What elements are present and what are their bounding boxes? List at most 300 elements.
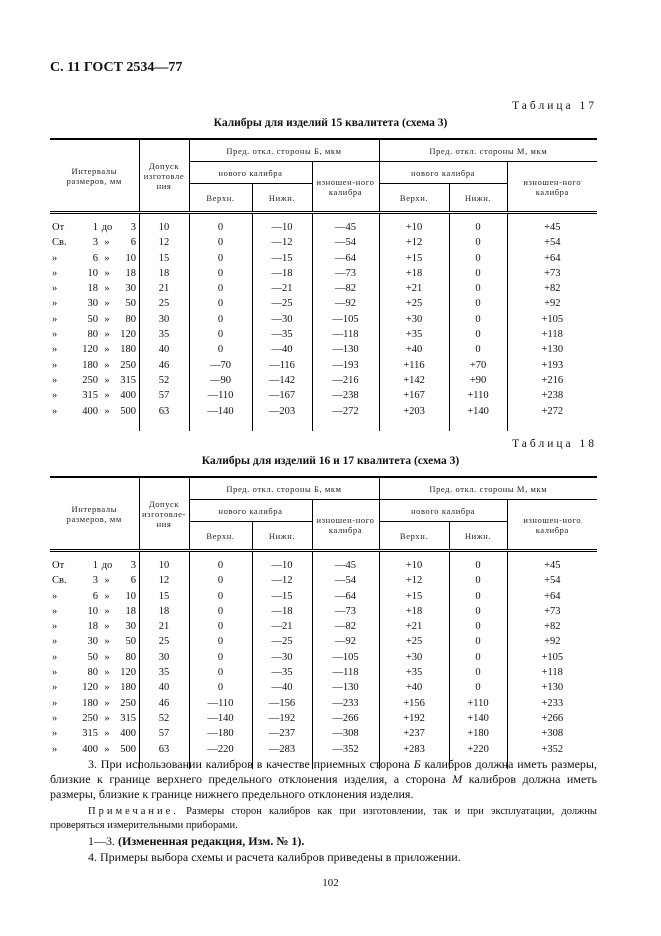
- cell-m-lower: +140: [449, 711, 507, 726]
- header-m-upper: Верхн.: [379, 522, 449, 551]
- cell-b-upper: —140: [189, 711, 252, 726]
- cell-b-upper: 0: [189, 281, 252, 296]
- header-m-worn: изношен-ного калибра: [507, 162, 597, 213]
- cell-interval: [50, 634, 139, 649]
- interval-part: 180: [82, 697, 98, 709]
- cell-b-lower: —142: [252, 373, 312, 388]
- cell-b-worn: —266: [312, 711, 379, 726]
- table-18-title: Калибры для изделий 16 и 17 квалитета (схема 3): [201, 455, 460, 467]
- cell-b-worn: —92: [312, 634, 379, 649]
- interval-part: 120: [82, 344, 98, 356]
- cell-m-upper: +25: [379, 634, 449, 649]
- cell-m-upper: +40: [379, 680, 449, 695]
- table-row: [50, 696, 597, 711]
- cell-interval: [50, 358, 139, 373]
- interval-part: »: [52, 636, 58, 648]
- cell-b-lower: —116: [252, 358, 312, 373]
- interval-part: »: [104, 252, 110, 264]
- spacer-cell: [252, 419, 312, 431]
- interval-part: 50: [87, 651, 98, 663]
- interval-part: Св.: [52, 237, 67, 249]
- cell-interval: [50, 742, 139, 757]
- table-bottom-spacer: [50, 419, 597, 431]
- interval-part: 18: [87, 283, 98, 295]
- cell-m-lower: 0: [449, 680, 507, 695]
- cell-m-upper: +30: [379, 312, 449, 327]
- interval-part: »: [52, 283, 58, 295]
- cell-b-lower: —192: [252, 711, 312, 726]
- cell-b-worn: —272: [312, 404, 379, 419]
- cell-b-upper: —140: [189, 404, 252, 419]
- cell-b-upper: 0: [189, 342, 252, 357]
- interval-part: »: [104, 237, 110, 249]
- cell-b-worn: —64: [312, 251, 379, 266]
- interval-part: »: [52, 621, 58, 633]
- interval-part: 400: [82, 405, 98, 417]
- cell-m-upper: +35: [379, 665, 449, 680]
- cell-m-lower: 0: [449, 296, 507, 311]
- amendment-line: [50, 834, 597, 849]
- interval-part: »: [104, 636, 110, 648]
- cell-b-lower: —283: [252, 742, 312, 757]
- cell-tolerance: 25: [139, 634, 189, 649]
- cell-b-upper: 0: [189, 551, 252, 574]
- interval-part: 80: [125, 313, 136, 325]
- header-m-new: нового калибра: [379, 162, 507, 184]
- interval-part: »: [52, 667, 58, 679]
- cell-b-lower: —203: [252, 404, 312, 419]
- cell-interval: [50, 281, 139, 296]
- cell-b-worn: —216: [312, 373, 379, 388]
- cell-m-upper: +167: [379, 388, 449, 403]
- cell-b-worn: —352: [312, 742, 379, 757]
- cell-m-upper: +30: [379, 650, 449, 665]
- cell-b-lower: —18: [252, 266, 312, 281]
- table-row: [50, 342, 597, 357]
- cell-m-upper: +203: [379, 404, 449, 419]
- interval-part: »: [52, 359, 58, 371]
- interval-part: »: [52, 590, 58, 602]
- cell-m-upper: +25: [379, 296, 449, 311]
- cell-tolerance: 57: [139, 388, 189, 403]
- table-row: [50, 665, 597, 680]
- cell-m-worn: +64: [507, 251, 597, 266]
- header-intervals: Интервалы размеров, мм: [50, 477, 139, 551]
- table-row: [50, 573, 597, 588]
- interval-part: »: [52, 712, 58, 724]
- cell-b-lower: —156: [252, 696, 312, 711]
- cell-b-worn: —130: [312, 680, 379, 695]
- cell-m-lower: 0: [449, 327, 507, 342]
- cell-m-worn: +308: [507, 726, 597, 741]
- cell-m-worn: +105: [507, 650, 597, 665]
- interval-part: »: [104, 344, 110, 356]
- cell-m-worn: +45: [507, 551, 597, 574]
- cell-b-lower: —10: [252, 551, 312, 574]
- cell-b-lower: —21: [252, 619, 312, 634]
- table-row: [50, 742, 597, 757]
- cell-b-worn: —45: [312, 213, 379, 236]
- cell-b-worn: —105: [312, 312, 379, 327]
- cell-b-upper: 0: [189, 619, 252, 634]
- cell-interval: [50, 404, 139, 419]
- cell-tolerance: 40: [139, 680, 189, 695]
- interval-part: 180: [120, 344, 136, 356]
- cell-b-lower: —21: [252, 281, 312, 296]
- side-m-letter: М: [452, 772, 463, 786]
- cell-b-lower: —25: [252, 634, 312, 649]
- cell-tolerance: 12: [139, 573, 189, 588]
- cell-b-upper: 0: [189, 604, 252, 619]
- interval-part: 10: [125, 252, 136, 264]
- cell-b-upper: —180: [189, 726, 252, 741]
- cell-m-lower: +220: [449, 742, 507, 757]
- cell-b-lower: —25: [252, 296, 312, 311]
- interval-part: »: [52, 728, 58, 740]
- interval-part: 10: [125, 590, 136, 602]
- interval-part: 400: [82, 743, 98, 755]
- cell-tolerance: 30: [139, 312, 189, 327]
- cell-m-upper: +10: [379, 551, 449, 574]
- p3-text-b: калибров должна иметь размеры, близкие к границе верхнего предельного отклонения изделия, а сторона: [50, 757, 597, 786]
- cell-interval: [50, 266, 139, 281]
- cell-m-upper: +12: [379, 573, 449, 588]
- cell-interval: [50, 312, 139, 327]
- interval-part: 315: [82, 390, 98, 402]
- cell-b-upper: 0: [189, 680, 252, 695]
- interval-part: »: [52, 374, 58, 386]
- cell-m-lower: 0: [449, 573, 507, 588]
- header-b-upper: Верхн.: [189, 184, 252, 213]
- amend-bold: (Измененная редакция, Изм. № 1).: [118, 834, 305, 848]
- table-row: [50, 373, 597, 388]
- interval-part: 6: [130, 237, 136, 249]
- table-row: [50, 213, 597, 236]
- table-18: [50, 476, 597, 769]
- table-row: [50, 312, 597, 327]
- header-b-worn: изношен-ного калибра: [312, 162, 379, 213]
- interval-part: »: [52, 267, 58, 279]
- interval-part: 30: [125, 621, 136, 633]
- cell-m-lower: 0: [449, 312, 507, 327]
- cell-b-worn: —118: [312, 327, 379, 342]
- cell-m-lower: 0: [449, 342, 507, 357]
- header-side-m: Пред. откл. стороны М, мкм: [379, 139, 597, 162]
- interval-part: »: [52, 344, 58, 356]
- interval-part: 18: [125, 267, 136, 279]
- cell-interval: [50, 589, 139, 604]
- cell-b-lower: —18: [252, 604, 312, 619]
- header-m-upper: Верхн.: [379, 184, 449, 213]
- interval-part: »: [104, 743, 110, 755]
- interval-part: 30: [87, 636, 98, 648]
- cell-m-lower: +110: [449, 388, 507, 403]
- interval-part: 18: [87, 621, 98, 633]
- cell-b-upper: —110: [189, 388, 252, 403]
- cell-m-lower: +70: [449, 358, 507, 373]
- table-row: [50, 680, 597, 695]
- cell-b-worn: —118: [312, 665, 379, 680]
- cell-b-upper: —110: [189, 696, 252, 711]
- cell-interval: [50, 726, 139, 741]
- cell-m-worn: +233: [507, 696, 597, 711]
- interval-part: »: [104, 682, 110, 694]
- cell-interval: [50, 650, 139, 665]
- amend-prefix: 1—3.: [88, 834, 118, 848]
- page-header: С. 11 ГОСТ 2534—77: [50, 60, 183, 75]
- table-row: [50, 634, 597, 649]
- spacer-cell: [312, 419, 379, 431]
- interval-part: Св.: [52, 575, 67, 587]
- table-17-label: Таблица 17: [512, 100, 597, 112]
- interval-part: »: [104, 298, 110, 310]
- interval-part: 50: [125, 636, 136, 648]
- cell-m-upper: +15: [379, 589, 449, 604]
- interval-part: »: [52, 390, 58, 402]
- cell-m-worn: +352: [507, 742, 597, 757]
- interval-part: 18: [125, 605, 136, 617]
- p3-text-c: калибров должна иметь размеры, близкие к границе нижнего предельного отклонения изделия.: [50, 772, 597, 801]
- cell-m-worn: +266: [507, 711, 597, 726]
- cell-interval: [50, 373, 139, 388]
- cell-interval: [50, 680, 139, 695]
- cell-m-upper: +40: [379, 342, 449, 357]
- cell-m-worn: +130: [507, 680, 597, 695]
- cell-b-worn: —105: [312, 650, 379, 665]
- cell-m-upper: +283: [379, 742, 449, 757]
- interval-part: 500: [120, 405, 136, 417]
- table-row: [50, 551, 597, 574]
- paragraph-4: 4. Примеры выбора схемы и расчета калибров приведены в приложении.: [88, 850, 461, 864]
- interval-part: »: [52, 298, 58, 310]
- cell-m-worn: +82: [507, 619, 597, 634]
- cell-b-worn: —54: [312, 235, 379, 250]
- spacer-cell: [50, 419, 139, 431]
- table-row: [50, 726, 597, 741]
- interval-part: 250: [120, 697, 136, 709]
- cell-interval: [50, 665, 139, 680]
- cell-m-worn: +45: [507, 213, 597, 236]
- table-row: [50, 404, 597, 419]
- header-m-lower: Нижн.: [449, 522, 507, 551]
- cell-m-upper: +18: [379, 604, 449, 619]
- cell-m-worn: +118: [507, 665, 597, 680]
- paragraph-3: [50, 757, 597, 802]
- table-17: [50, 138, 597, 431]
- cell-tolerance: 46: [139, 696, 189, 711]
- cell-m-upper: +10: [379, 213, 449, 236]
- interval-part: »: [104, 390, 110, 402]
- interval-part: 400: [120, 728, 136, 740]
- cell-interval: [50, 251, 139, 266]
- cell-b-worn: —73: [312, 266, 379, 281]
- header-b-lower: Нижн.: [252, 184, 312, 213]
- cell-m-upper: +192: [379, 711, 449, 726]
- cell-b-upper: 0: [189, 296, 252, 311]
- cell-m-upper: +116: [379, 358, 449, 373]
- interval-part: »: [52, 252, 58, 264]
- interval-part: »: [104, 359, 110, 371]
- table-row: [50, 604, 597, 619]
- cell-m-lower: 0: [449, 251, 507, 266]
- cell-b-upper: 0: [189, 589, 252, 604]
- interval-part: 80: [87, 667, 98, 679]
- cell-b-lower: —35: [252, 665, 312, 680]
- side-b-letter: Б: [413, 757, 421, 771]
- cell-b-worn: —92: [312, 296, 379, 311]
- header-side-b: Пред. откл. стороны Б, мкм: [189, 139, 379, 162]
- cell-b-lower: —15: [252, 589, 312, 604]
- interval-part: 180: [82, 359, 98, 371]
- note-label: Примечание.: [88, 806, 179, 817]
- spacer-cell: [189, 419, 252, 431]
- table-row: [50, 589, 597, 604]
- interval-part: 120: [120, 329, 136, 341]
- cell-interval: [50, 213, 139, 236]
- cell-m-upper: +12: [379, 235, 449, 250]
- cell-m-worn: +272: [507, 404, 597, 419]
- interval-part: 3: [130, 222, 136, 233]
- header-tolerance: Допуск изготовле ния: [139, 139, 189, 213]
- interval-part: 80: [87, 329, 98, 341]
- cell-b-upper: 0: [189, 665, 252, 680]
- interval-part: »: [104, 712, 110, 724]
- cell-tolerance: 35: [139, 327, 189, 342]
- interval-part: 250: [120, 359, 136, 371]
- interval-part: »: [104, 313, 110, 325]
- cell-b-worn: —233: [312, 696, 379, 711]
- interval-part: »: [104, 374, 110, 386]
- header-m-lower: Нижн.: [449, 184, 507, 213]
- cell-m-lower: 0: [449, 213, 507, 236]
- cell-b-lower: —40: [252, 342, 312, 357]
- cell-m-worn: +92: [507, 296, 597, 311]
- cell-m-upper: +156: [379, 696, 449, 711]
- table-row: [50, 358, 597, 373]
- cell-b-upper: 0: [189, 312, 252, 327]
- interval-part: »: [104, 590, 110, 602]
- cell-interval: [50, 388, 139, 403]
- interval-part: 500: [120, 743, 136, 755]
- interval-part: 6: [130, 575, 136, 587]
- interval-part: 315: [82, 728, 98, 740]
- interval-part: »: [104, 329, 110, 341]
- interval-part: 120: [120, 667, 136, 679]
- cell-tolerance: 12: [139, 235, 189, 250]
- header-b-upper: Верхн.: [189, 522, 252, 551]
- table-17-title: Калибры для изделий 15 квалитета (схема 3): [213, 117, 448, 129]
- cell-m-lower: 0: [449, 619, 507, 634]
- cell-m-lower: 0: [449, 604, 507, 619]
- header-b-worn: изношен-ного калибра: [312, 500, 379, 551]
- cell-m-worn: +193: [507, 358, 597, 373]
- interval-part: »: [52, 405, 58, 417]
- table-row: [50, 619, 597, 634]
- cell-m-upper: +15: [379, 251, 449, 266]
- cell-b-upper: 0: [189, 634, 252, 649]
- cell-m-lower: 0: [449, 551, 507, 574]
- page-number: 102: [322, 877, 339, 889]
- cell-m-lower: +90: [449, 373, 507, 388]
- cell-b-lower: —35: [252, 327, 312, 342]
- table-row: [50, 388, 597, 403]
- cell-interval: [50, 604, 139, 619]
- interval-part: »: [52, 651, 58, 663]
- cell-m-lower: 0: [449, 634, 507, 649]
- cell-m-worn: +92: [507, 634, 597, 649]
- interval-part: »: [52, 313, 58, 325]
- cell-b-upper: 0: [189, 213, 252, 236]
- cell-tolerance: 25: [139, 296, 189, 311]
- interval-part: 3: [92, 237, 98, 249]
- table-row: [50, 251, 597, 266]
- interval-part: 120: [82, 682, 98, 694]
- cell-tolerance: 21: [139, 281, 189, 296]
- spacer-cell: [379, 419, 449, 431]
- cell-tolerance: 63: [139, 404, 189, 419]
- header-side-b: Пред. откл. стороны Б, мкм: [189, 477, 379, 500]
- cell-tolerance: 63: [139, 742, 189, 757]
- interval-part: 250: [82, 374, 98, 386]
- interval-part: 30: [87, 298, 98, 310]
- cell-tolerance: 10: [139, 213, 189, 236]
- interval-part: »: [104, 728, 110, 740]
- cell-m-lower: 0: [449, 281, 507, 296]
- cell-m-worn: +105: [507, 312, 597, 327]
- cell-b-upper: —90: [189, 373, 252, 388]
- cell-b-upper: 0: [189, 251, 252, 266]
- cell-tolerance: 30: [139, 650, 189, 665]
- interval-part: 80: [125, 651, 136, 663]
- note: [50, 805, 597, 832]
- cell-tolerance: 15: [139, 589, 189, 604]
- cell-interval: [50, 327, 139, 342]
- cell-b-lower: —30: [252, 650, 312, 665]
- header-b-new: нового калибра: [189, 162, 312, 184]
- cell-tolerance: 21: [139, 619, 189, 634]
- cell-m-lower: +180: [449, 726, 507, 741]
- cell-b-lower: —40: [252, 680, 312, 695]
- cell-m-upper: +18: [379, 266, 449, 281]
- header-m-worn: изношен-ного калибра: [507, 500, 597, 551]
- cell-b-lower: —10: [252, 213, 312, 236]
- interval-part: От: [52, 222, 65, 233]
- table-row: [50, 327, 597, 342]
- interval-part: 50: [87, 313, 98, 325]
- cell-tolerance: 10: [139, 551, 189, 574]
- spacer-cell: [449, 419, 507, 431]
- table-row: [50, 281, 597, 296]
- cell-b-lower: —12: [252, 235, 312, 250]
- spacer-cell: [507, 419, 597, 431]
- cell-m-lower: +140: [449, 404, 507, 419]
- cell-interval: [50, 342, 139, 357]
- cell-b-upper: —70: [189, 358, 252, 373]
- cell-tolerance: 18: [139, 266, 189, 281]
- table-row: [50, 711, 597, 726]
- cell-m-upper: +21: [379, 281, 449, 296]
- cell-b-lower: —30: [252, 312, 312, 327]
- cell-m-upper: +142: [379, 373, 449, 388]
- header-tolerance: Допуск изготовле-ния: [139, 477, 189, 551]
- cell-b-worn: —308: [312, 726, 379, 741]
- cell-tolerance: 35: [139, 665, 189, 680]
- interval-part: »: [52, 697, 58, 709]
- table-row: [50, 650, 597, 665]
- cell-m-worn: +64: [507, 589, 597, 604]
- interval-part: »: [104, 667, 110, 679]
- interval-part: »: [52, 743, 58, 755]
